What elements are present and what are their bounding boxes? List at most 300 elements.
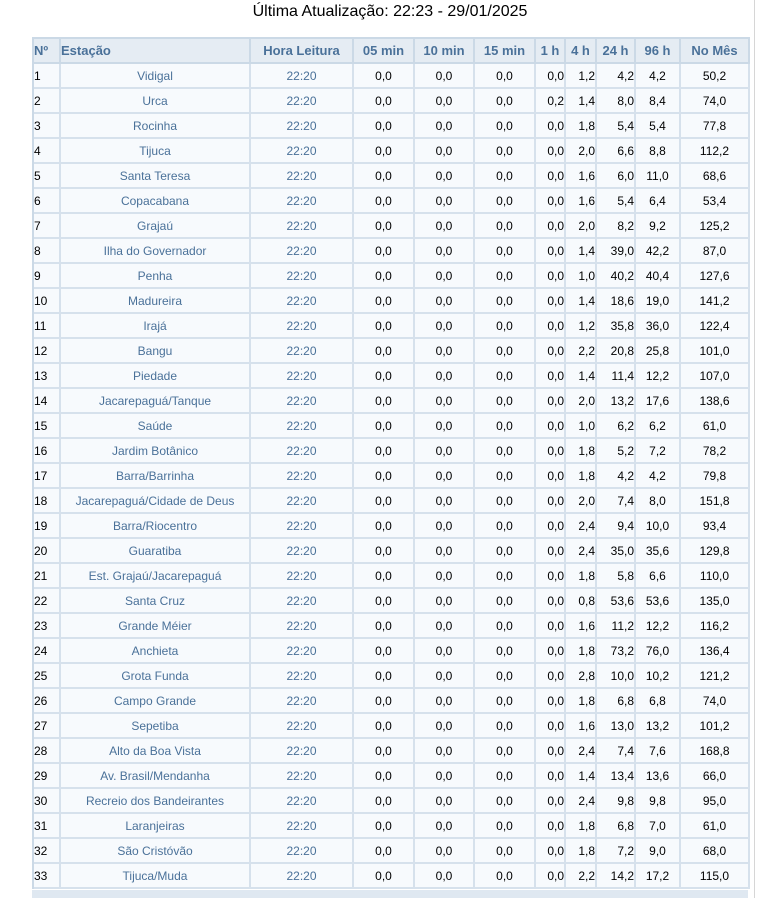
cell-24-h: 6,2 bbox=[597, 414, 636, 439]
cell-05-min: 0,0 bbox=[354, 489, 415, 514]
cell-05-min: 0,0 bbox=[354, 589, 415, 614]
column-header-estacao[interactable]: Estação bbox=[61, 39, 251, 64]
cell-15-min: 0,0 bbox=[475, 764, 536, 789]
cell-numero: 6 bbox=[34, 189, 61, 214]
cell-4-h: 2,2 bbox=[566, 864, 597, 889]
cell-15-min: 0,0 bbox=[475, 264, 536, 289]
table-row bbox=[34, 639, 750, 664]
cell-estacao-link[interactable]: Tijuca bbox=[61, 139, 251, 164]
cell-96-h: 13,2 bbox=[636, 714, 681, 739]
cell-no-mes: 87,0 bbox=[681, 239, 750, 264]
cell-10-min: 0,0 bbox=[415, 689, 475, 714]
cell-1-h: 0,0 bbox=[536, 514, 566, 539]
cell-10-min: 0,0 bbox=[415, 664, 475, 689]
cell-hora-leitura: 22:20 bbox=[251, 514, 354, 539]
cell-numero: 25 bbox=[34, 664, 61, 689]
cell-96-h: 6,8 bbox=[636, 689, 681, 714]
cell-hora-leitura: 22:20 bbox=[251, 239, 354, 264]
cell-4-h: 2,4 bbox=[566, 739, 597, 764]
cell-15-min: 0,0 bbox=[475, 89, 536, 114]
cell-10-min: 0,0 bbox=[415, 239, 475, 264]
cell-4-h: 1,8 bbox=[566, 639, 597, 664]
cell-15-min: 0,0 bbox=[475, 339, 536, 364]
cell-no-mes: 136,4 bbox=[681, 639, 750, 664]
cell-10-min: 0,0 bbox=[415, 264, 475, 289]
cell-4-h: 1,2 bbox=[566, 314, 597, 339]
cell-1-h: 0,0 bbox=[536, 764, 566, 789]
cell-1-h: 0,0 bbox=[536, 389, 566, 414]
cell-numero: 21 bbox=[34, 564, 61, 589]
table-row bbox=[34, 414, 750, 439]
cell-05-min: 0,0 bbox=[354, 264, 415, 289]
cell-05-min: 0,0 bbox=[354, 189, 415, 214]
table-row bbox=[34, 664, 750, 689]
cell-hora-leitura: 22:20 bbox=[251, 489, 354, 514]
cell-no-mes: 95,0 bbox=[681, 789, 750, 814]
cell-hora-leitura: 22:20 bbox=[251, 264, 354, 289]
table-row bbox=[34, 189, 750, 214]
cell-numero: 32 bbox=[34, 839, 61, 864]
cell-05-min: 0,0 bbox=[354, 364, 415, 389]
cell-4-h: 1,2 bbox=[566, 64, 597, 89]
cell-10-min: 0,0 bbox=[415, 639, 475, 664]
cell-24-h: 8,0 bbox=[597, 89, 636, 114]
cell-no-mes: 74,0 bbox=[681, 689, 750, 714]
cell-no-mes: 61,0 bbox=[681, 414, 750, 439]
cell-10-min: 0,0 bbox=[415, 389, 475, 414]
cell-estacao-link[interactable]: Av. Brasil/Mendanha bbox=[61, 764, 251, 789]
cell-4-h: 0,8 bbox=[566, 589, 597, 614]
cell-24-h: 11,4 bbox=[597, 364, 636, 389]
cell-no-mes: 112,2 bbox=[681, 139, 750, 164]
cell-1-h: 0,0 bbox=[536, 714, 566, 739]
cell-96-h: 8,8 bbox=[636, 139, 681, 164]
cell-24-h: 5,4 bbox=[597, 114, 636, 139]
cell-estacao-link[interactable]: Jardim Botânico bbox=[61, 439, 251, 464]
cell-96-h: 9,8 bbox=[636, 789, 681, 814]
cell-15-min: 0,0 bbox=[475, 539, 536, 564]
cell-96-h: 36,0 bbox=[636, 314, 681, 339]
cell-estacao-link[interactable]: Alto da Boa Vista bbox=[61, 739, 251, 764]
cell-10-min: 0,0 bbox=[415, 139, 475, 164]
cell-15-min: 0,0 bbox=[475, 414, 536, 439]
cell-10-min: 0,0 bbox=[415, 414, 475, 439]
cell-numero: 11 bbox=[34, 314, 61, 339]
cell-estacao-link[interactable]: Recreio dos Bandeirantes bbox=[61, 789, 251, 814]
table-row bbox=[34, 714, 750, 739]
cell-4-h: 1,8 bbox=[566, 464, 597, 489]
cell-estacao-link[interactable]: Sepetiba bbox=[61, 714, 251, 739]
cell-no-mes: 101,2 bbox=[681, 714, 750, 739]
column-header-05-min[interactable]: 05 min bbox=[354, 39, 415, 64]
cell-hora-leitura: 22:20 bbox=[251, 589, 354, 614]
cell-hora-leitura: 22:20 bbox=[251, 564, 354, 589]
cell-15-min: 0,0 bbox=[475, 814, 536, 839]
cell-hora-leitura: 22:20 bbox=[251, 864, 354, 889]
cell-96-h: 6,2 bbox=[636, 414, 681, 439]
cell-05-min: 0,0 bbox=[354, 464, 415, 489]
cell-numero: 2 bbox=[34, 89, 61, 114]
cell-no-mes: 141,2 bbox=[681, 289, 750, 314]
cell-4-h: 2,0 bbox=[566, 489, 597, 514]
cell-15-min: 0,0 bbox=[475, 514, 536, 539]
cell-96-h: 19,0 bbox=[636, 289, 681, 314]
table-row bbox=[34, 164, 750, 189]
cell-24-h: 35,8 bbox=[597, 314, 636, 339]
cell-4-h: 1,6 bbox=[566, 714, 597, 739]
table-row bbox=[34, 839, 750, 864]
cell-estacao-link[interactable]: Grota Funda bbox=[61, 664, 251, 689]
cell-24-h: 18,6 bbox=[597, 289, 636, 314]
cell-05-min: 0,0 bbox=[354, 564, 415, 589]
cell-15-min: 0,0 bbox=[475, 464, 536, 489]
cell-numero: 24 bbox=[34, 639, 61, 664]
cell-96-h: 8,0 bbox=[636, 489, 681, 514]
cell-15-min: 0,0 bbox=[475, 639, 536, 664]
cell-no-mes: 77,8 bbox=[681, 114, 750, 139]
cell-estacao-link[interactable]: São Cristóvão bbox=[61, 839, 251, 864]
cell-96-h: 4,2 bbox=[636, 464, 681, 489]
cell-estacao-link[interactable]: Bangu bbox=[61, 339, 251, 364]
cell-05-min: 0,0 bbox=[354, 814, 415, 839]
cell-05-min: 0,0 bbox=[354, 639, 415, 664]
cell-05-min: 0,0 bbox=[354, 114, 415, 139]
cell-hora-leitura: 22:20 bbox=[251, 839, 354, 864]
cell-15-min: 0,0 bbox=[475, 439, 536, 464]
cell-96-h: 40,4 bbox=[636, 264, 681, 289]
cell-estacao-link[interactable]: Penha bbox=[61, 264, 251, 289]
cell-05-min: 0,0 bbox=[354, 789, 415, 814]
table-row bbox=[34, 864, 750, 889]
cell-numero: 29 bbox=[34, 764, 61, 789]
cell-15-min: 0,0 bbox=[475, 389, 536, 414]
cell-no-mes: 121,2 bbox=[681, 664, 750, 689]
cell-24-h: 20,8 bbox=[597, 339, 636, 364]
cell-numero: 3 bbox=[34, 114, 61, 139]
cell-1-h: 0,0 bbox=[536, 339, 566, 364]
cell-15-min: 0,0 bbox=[475, 689, 536, 714]
cell-4-h: 1,8 bbox=[566, 114, 597, 139]
cell-10-min: 0,0 bbox=[415, 839, 475, 864]
cell-4-h: 2,8 bbox=[566, 664, 597, 689]
cell-hora-leitura: 22:20 bbox=[251, 114, 354, 139]
cell-hora-leitura: 22:20 bbox=[251, 539, 354, 564]
column-header-hora-leitura[interactable]: Hora Leitura bbox=[251, 39, 354, 64]
table-row bbox=[34, 789, 750, 814]
table-row bbox=[34, 264, 750, 289]
cell-estacao-link[interactable]: Saúde bbox=[61, 414, 251, 439]
cell-numero: 20 bbox=[34, 539, 61, 564]
cell-estacao-link[interactable]: Madureira bbox=[61, 289, 251, 314]
cell-05-min: 0,0 bbox=[354, 714, 415, 739]
cell-no-mes: 66,0 bbox=[681, 764, 750, 789]
cell-4-h: 1,8 bbox=[566, 839, 597, 864]
cell-numero: 8 bbox=[34, 239, 61, 264]
column-header-10-min[interactable]: 10 min bbox=[415, 39, 475, 64]
table-row bbox=[34, 764, 750, 789]
cell-24-h: 13,4 bbox=[597, 764, 636, 789]
cell-estacao-link[interactable]: Piedade bbox=[61, 364, 251, 389]
column-header-96-h[interactable]: 96 h bbox=[636, 39, 681, 64]
cell-estacao-link[interactable]: Campo Grande bbox=[61, 689, 251, 714]
cell-05-min: 0,0 bbox=[354, 689, 415, 714]
cell-numero: 22 bbox=[34, 589, 61, 614]
cell-4-h: 1,4 bbox=[566, 764, 597, 789]
cell-estacao-link[interactable]: Est. Grajaú/Jacarepaguá bbox=[61, 564, 251, 589]
cell-estacao-link[interactable]: Santa Teresa bbox=[61, 164, 251, 189]
cell-24-h: 5,2 bbox=[597, 439, 636, 464]
cell-1-h: 0,0 bbox=[536, 289, 566, 314]
cell-05-min: 0,0 bbox=[354, 439, 415, 464]
column-header-4-h[interactable]: 4 h bbox=[566, 39, 597, 64]
cell-hora-leitura: 22:20 bbox=[251, 389, 354, 414]
cell-24-h: 6,0 bbox=[597, 164, 636, 189]
cell-24-h: 39,0 bbox=[597, 239, 636, 264]
cell-24-h: 4,2 bbox=[597, 464, 636, 489]
cell-numero: 17 bbox=[34, 464, 61, 489]
cell-numero: 23 bbox=[34, 614, 61, 639]
cell-numero: 1 bbox=[34, 64, 61, 89]
cell-numero: 31 bbox=[34, 814, 61, 839]
cell-24-h: 11,2 bbox=[597, 614, 636, 639]
cell-10-min: 0,0 bbox=[415, 864, 475, 889]
cell-numero: 16 bbox=[34, 439, 61, 464]
cell-numero: 7 bbox=[34, 214, 61, 239]
table-body bbox=[34, 64, 750, 889]
cell-estacao-link[interactable]: Rocinha bbox=[61, 114, 251, 139]
cell-96-h: 12,2 bbox=[636, 614, 681, 639]
cell-numero: 33 bbox=[34, 864, 61, 889]
cell-estacao-link[interactable]: Guaratiba bbox=[61, 539, 251, 564]
cell-10-min: 0,0 bbox=[415, 739, 475, 764]
cell-no-mes: 110,0 bbox=[681, 564, 750, 589]
cell-hora-leitura: 22:20 bbox=[251, 714, 354, 739]
cell-1-h: 0,0 bbox=[536, 739, 566, 764]
cell-4-h: 1,6 bbox=[566, 614, 597, 639]
cell-hora-leitura: 22:20 bbox=[251, 314, 354, 339]
cell-1-h: 0,0 bbox=[536, 789, 566, 814]
cell-no-mes: 107,0 bbox=[681, 364, 750, 389]
cell-hora-leitura: 22:20 bbox=[251, 739, 354, 764]
cell-hora-leitura: 22:20 bbox=[251, 164, 354, 189]
cell-1-h: 0,0 bbox=[536, 264, 566, 289]
cell-4-h: 2,4 bbox=[566, 514, 597, 539]
cell-15-min: 0,0 bbox=[475, 839, 536, 864]
cell-4-h: 1,4 bbox=[566, 239, 597, 264]
cell-hora-leitura: 22:20 bbox=[251, 814, 354, 839]
table-row bbox=[34, 739, 750, 764]
cell-96-h: 53,6 bbox=[636, 589, 681, 614]
cell-estacao-link[interactable]: Santa Cruz bbox=[61, 589, 251, 614]
cell-no-mes: 68,0 bbox=[681, 839, 750, 864]
cell-10-min: 0,0 bbox=[415, 489, 475, 514]
cell-4-h: 1,8 bbox=[566, 439, 597, 464]
cell-1-h: 0,0 bbox=[536, 364, 566, 389]
table-row bbox=[34, 564, 750, 589]
cell-96-h: 13,6 bbox=[636, 764, 681, 789]
cell-no-mes: 122,4 bbox=[681, 314, 750, 339]
table-row bbox=[34, 539, 750, 564]
cell-1-h: 0,0 bbox=[536, 64, 566, 89]
cell-15-min: 0,0 bbox=[475, 189, 536, 214]
cell-no-mes: 68,6 bbox=[681, 164, 750, 189]
cell-24-h: 8,2 bbox=[597, 214, 636, 239]
cell-4-h: 1,4 bbox=[566, 289, 597, 314]
cell-24-h: 35,0 bbox=[597, 539, 636, 564]
cell-hora-leitura: 22:20 bbox=[251, 614, 354, 639]
column-header-15-min[interactable]: 15 min bbox=[475, 39, 536, 64]
cell-24-h: 53,6 bbox=[597, 589, 636, 614]
cell-05-min: 0,0 bbox=[354, 839, 415, 864]
cell-no-mes: 78,2 bbox=[681, 439, 750, 464]
cell-hora-leitura: 22:20 bbox=[251, 364, 354, 389]
cell-no-mes: 125,2 bbox=[681, 214, 750, 239]
page-title: Última Atualização: 22:23 - 29/01/2025 bbox=[252, 3, 528, 20]
cell-05-min: 0,0 bbox=[354, 764, 415, 789]
cell-1-h: 0,0 bbox=[536, 164, 566, 189]
cell-estacao-link[interactable]: Irajá bbox=[61, 314, 251, 339]
cell-24-h: 13,2 bbox=[597, 389, 636, 414]
table-row bbox=[34, 689, 750, 714]
cell-24-h: 10,0 bbox=[597, 664, 636, 689]
cell-05-min: 0,0 bbox=[354, 314, 415, 339]
cell-15-min: 0,0 bbox=[475, 239, 536, 264]
column-header-no-mes[interactable]: No Mês bbox=[681, 39, 750, 64]
cell-hora-leitura: 22:20 bbox=[251, 64, 354, 89]
cell-24-h: 9,8 bbox=[597, 789, 636, 814]
cell-96-h: 6,4 bbox=[636, 189, 681, 214]
table-row bbox=[34, 314, 750, 339]
cell-15-min: 0,0 bbox=[475, 789, 536, 814]
cell-15-min: 0,0 bbox=[475, 714, 536, 739]
cell-hora-leitura: 22:20 bbox=[251, 214, 354, 239]
cell-15-min: 0,0 bbox=[475, 314, 536, 339]
table-row bbox=[34, 339, 750, 364]
cell-4-h: 2,4 bbox=[566, 789, 597, 814]
cell-15-min: 0,0 bbox=[475, 614, 536, 639]
cell-estacao-link[interactable]: Anchieta bbox=[61, 639, 251, 664]
cell-estacao-link[interactable]: Grande Méier bbox=[61, 614, 251, 639]
cell-24-h: 6,8 bbox=[597, 814, 636, 839]
cell-1-h: 0,0 bbox=[536, 639, 566, 664]
cell-10-min: 0,0 bbox=[415, 514, 475, 539]
column-header-24-h[interactable]: 24 h bbox=[597, 39, 636, 64]
cell-05-min: 0,0 bbox=[354, 539, 415, 564]
cell-05-min: 0,0 bbox=[354, 389, 415, 414]
cell-hora-leitura: 22:20 bbox=[251, 664, 354, 689]
cell-hora-leitura: 22:20 bbox=[251, 139, 354, 164]
cell-estacao-link[interactable]: Tijuca/Muda bbox=[61, 864, 251, 889]
cell-24-h: 4,2 bbox=[597, 64, 636, 89]
cell-hora-leitura: 22:20 bbox=[251, 439, 354, 464]
cell-numero: 19 bbox=[34, 514, 61, 539]
cell-05-min: 0,0 bbox=[354, 514, 415, 539]
cell-10-min: 0,0 bbox=[415, 764, 475, 789]
cell-hora-leitura: 22:20 bbox=[251, 764, 354, 789]
cell-96-h: 10,2 bbox=[636, 664, 681, 689]
cell-numero: 15 bbox=[34, 414, 61, 439]
cell-05-min: 0,0 bbox=[354, 739, 415, 764]
cell-96-h: 25,8 bbox=[636, 339, 681, 364]
cell-15-min: 0,0 bbox=[475, 664, 536, 689]
rainfall-table bbox=[32, 37, 750, 889]
cell-estacao-link[interactable]: Vidigal bbox=[61, 64, 251, 89]
cell-no-mes: 101,0 bbox=[681, 339, 750, 364]
cell-numero: 14 bbox=[34, 389, 61, 414]
cell-05-min: 0,0 bbox=[354, 664, 415, 689]
cell-hora-leitura: 22:20 bbox=[251, 289, 354, 314]
table-row bbox=[34, 389, 750, 414]
cell-no-mes: 79,8 bbox=[681, 464, 750, 489]
cell-15-min: 0,0 bbox=[475, 864, 536, 889]
cell-4-h: 1,8 bbox=[566, 564, 597, 589]
cell-numero: 18 bbox=[34, 489, 61, 514]
cell-estacao-link[interactable]: Copacabana bbox=[61, 189, 251, 214]
cell-10-min: 0,0 bbox=[415, 339, 475, 364]
cell-10-min: 0,0 bbox=[415, 564, 475, 589]
cell-1-h: 0,0 bbox=[536, 864, 566, 889]
cell-estacao-link[interactable]: Barra/Riocentro bbox=[61, 514, 251, 539]
cell-4-h: 2,4 bbox=[566, 539, 597, 564]
cell-estacao-link[interactable]: Jacarepaguá/Tanque bbox=[61, 389, 251, 414]
cell-10-min: 0,0 bbox=[415, 114, 475, 139]
cell-1-h: 0,0 bbox=[536, 414, 566, 439]
cell-1-h: 0,0 bbox=[536, 239, 566, 264]
cell-hora-leitura: 22:20 bbox=[251, 689, 354, 714]
cell-no-mes: 129,8 bbox=[681, 539, 750, 564]
cell-1-h: 0,0 bbox=[536, 464, 566, 489]
cell-1-h: 0,0 bbox=[536, 439, 566, 464]
cell-4-h: 2,0 bbox=[566, 214, 597, 239]
cell-05-min: 0,0 bbox=[354, 864, 415, 889]
column-header-1-h[interactable]: 1 h bbox=[536, 39, 566, 64]
cell-1-h: 0,0 bbox=[536, 539, 566, 564]
table-row bbox=[34, 139, 750, 164]
cell-no-mes: 127,6 bbox=[681, 264, 750, 289]
cell-10-min: 0,0 bbox=[415, 614, 475, 639]
cell-10-min: 0,0 bbox=[415, 439, 475, 464]
cell-estacao-link[interactable]: Jacarepaguá/Cidade de Deus bbox=[61, 489, 251, 514]
cell-4-h: 2,2 bbox=[566, 339, 597, 364]
cell-4-h: 1,8 bbox=[566, 814, 597, 839]
cell-96-h: 7,6 bbox=[636, 739, 681, 764]
cell-15-min: 0,0 bbox=[475, 564, 536, 589]
cell-estacao-link[interactable]: Grajaú bbox=[61, 214, 251, 239]
cell-15-min: 0,0 bbox=[475, 289, 536, 314]
cell-15-min: 0,0 bbox=[475, 489, 536, 514]
cell-estacao-link[interactable]: Laranjeiras bbox=[61, 814, 251, 839]
cell-05-min: 0,0 bbox=[354, 414, 415, 439]
cell-estacao-link[interactable]: Urca bbox=[61, 89, 251, 114]
cell-estacao-link[interactable]: Barra/Barrinha bbox=[61, 464, 251, 489]
table-row bbox=[34, 614, 750, 639]
cell-24-h: 9,4 bbox=[597, 514, 636, 539]
cell-1-h: 0,0 bbox=[536, 189, 566, 214]
cell-no-mes: 116,2 bbox=[681, 614, 750, 639]
cell-hora-leitura: 22:20 bbox=[251, 464, 354, 489]
cell-24-h: 7,4 bbox=[597, 739, 636, 764]
cell-05-min: 0,0 bbox=[354, 339, 415, 364]
cell-24-h: 40,2 bbox=[597, 264, 636, 289]
cell-numero: 5 bbox=[34, 164, 61, 189]
cell-no-mes: 74,0 bbox=[681, 89, 750, 114]
table-row bbox=[34, 239, 750, 264]
cell-4-h: 1,6 bbox=[566, 189, 597, 214]
cell-estacao-link[interactable]: Ilha do Governador bbox=[61, 239, 251, 264]
cell-numero: 10 bbox=[34, 289, 61, 314]
cell-no-mes: 50,2 bbox=[681, 64, 750, 89]
column-header-numero[interactable]: Nº bbox=[34, 39, 61, 64]
